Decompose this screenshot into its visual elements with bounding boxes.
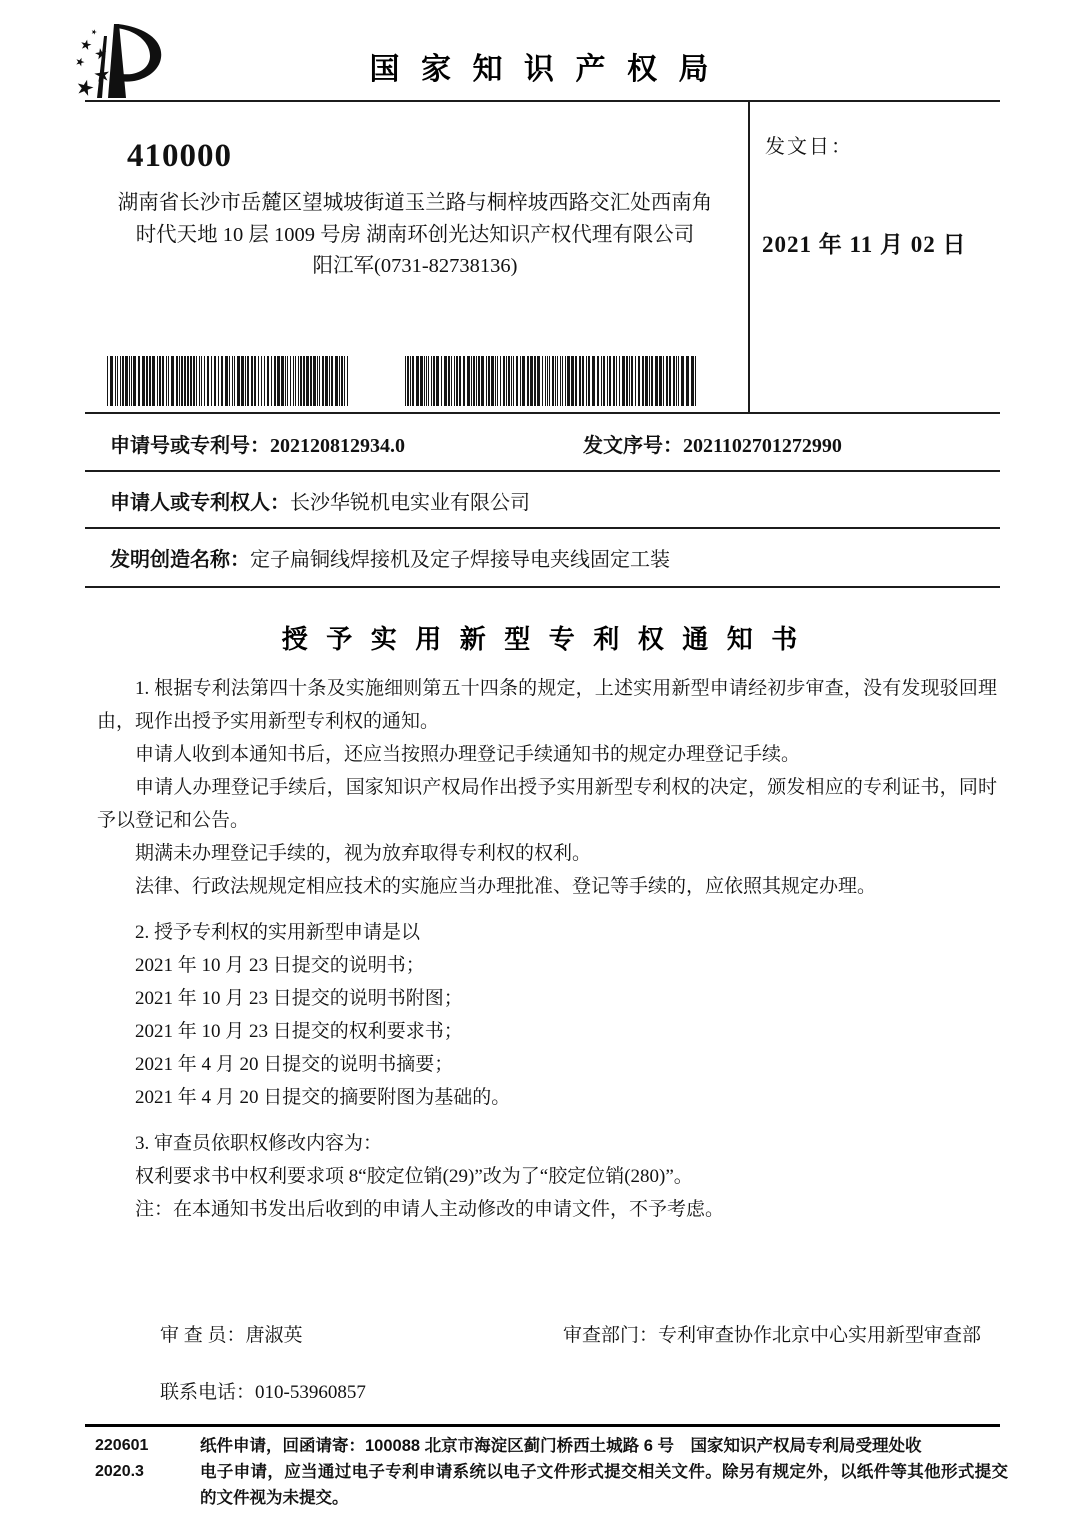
row-divider-4	[85, 586, 1000, 588]
recipient-address	[95, 188, 735, 283]
examining-department-field	[563, 1320, 981, 1347]
body-paragraph: 申请人办理登记手续后，国家知识产权局作出授予实用新型专利权的决定，颁发相应的专利证书，同时予以登记和公告。	[97, 777, 997, 831]
paper-filing-instruction: 纸件申请，回函请寄：100088 北京市海淀区蓟门桥西土城路 6 号 国家知识产权局专利局受理处收	[200, 1437, 922, 1455]
address-contact: 阳江军(0731-82738136)	[312, 255, 518, 277]
row-divider-3	[85, 527, 1000, 529]
row-divider-1	[85, 412, 1000, 414]
form-code: 220601	[95, 1437, 149, 1454]
department-value: 专利审查协作北京中心实用新型审查部	[658, 1325, 982, 1346]
body-paragraph: 2. 授予专利权的实用新型申请是以	[135, 922, 421, 943]
electronic-filing-instruction: 电子申请，应当通过电子专利申请系统以电子文件形式提交相关文件。除另有规定外，以纸件等其他形式提交的文件视为未提交。	[200, 1463, 1008, 1507]
application-number-value: 202120812934.0	[270, 435, 405, 457]
applicant-value: 长沙华锐机电实业有限公司	[290, 492, 530, 514]
barcode-serial-number	[405, 356, 701, 406]
serial-number-label: 发文序号：	[583, 435, 683, 457]
body-paragraph: 2021 年 10 月 23 日提交的说明书附图；	[135, 988, 463, 1009]
body-paragraph: 1. 根据专利法第四十条及实施细则第五十四条的规定，上述实用新型申请经初步审查，没有发现驳回理由，现作出授予实用新型专利权的通知。	[97, 678, 997, 732]
department-label: 审查部门：	[563, 1325, 659, 1346]
invention-title-value: 定子扁铜线焊接机及定子焊接导电夹线固定工装	[250, 549, 670, 571]
barcode-application-number	[107, 356, 352, 406]
application-number-label: 申请号或专利号：	[110, 435, 270, 457]
body-paragraph: 申请人收到本通知书后，还应当按照办理登记手续通知书的规定办理登记手续。	[135, 744, 801, 765]
notice-section-3	[97, 1127, 997, 1226]
contact-phone-field	[160, 1377, 366, 1404]
footer-instructions	[200, 1433, 1008, 1511]
notice-body	[97, 672, 997, 1226]
body-paragraph: 权利要求书中权利要求项 8“胶定位销(29)”改为了“胶定位销(280)”。	[135, 1166, 693, 1187]
invention-title-field	[110, 546, 670, 574]
serial-number-value: 2021102701272990	[683, 435, 842, 457]
address-line-1: 湖南省长沙市岳麓区望城坡街道玉兰路与桐梓坡西路交汇处西南角	[117, 192, 713, 214]
body-paragraph: 3. 审查员依职权修改内容为：	[135, 1133, 383, 1154]
examiner-field	[160, 1320, 303, 1347]
body-paragraph: 2021 年 4 月 20 日提交的说明书摘要；	[135, 1054, 454, 1075]
address-line-2: 时代天地 10 层 1009 号房 湖南环创光达知识产权代理有限公司	[135, 223, 695, 246]
form-identifier	[95, 1433, 190, 1485]
notice-section-2	[97, 916, 997, 1114]
agency-title: 国 家 知 识 产 权 局	[369, 53, 716, 86]
notice-title: 授 予 实 用 新 型 专 利 权 通 知 书	[281, 625, 804, 654]
form-version: 2020.3	[95, 1463, 144, 1480]
notice-section-1	[97, 672, 997, 903]
applicant-field	[110, 489, 530, 517]
invention-title-label: 发明创造名称：	[110, 549, 250, 571]
dispatch-date-label: 发文日：	[765, 136, 853, 158]
body-paragraph: 2021 年 10 月 23 日提交的说明书；	[135, 955, 425, 976]
body-paragraph: 2021 年 10 月 23 日提交的权利要求书；	[135, 1021, 463, 1042]
body-paragraph: 注：在本通知书发出后收到的申请人主动修改的申请文件，不予考虑。	[135, 1199, 725, 1220]
body-paragraph: 期满未办理登记手续的，视为放弃取得专利权的权利。	[135, 843, 592, 864]
phone-value: 010-53960857	[255, 1382, 366, 1403]
applicant-label: 申请人或专利权人：	[110, 492, 290, 514]
header-divider	[85, 100, 1000, 102]
dispatch-date-value: 2021 年 11 月 02 日	[762, 232, 967, 257]
body-paragraph: 2021 年 4 月 20 日提交的摘要附图为基础的。	[135, 1087, 511, 1108]
postal-code: 410000	[127, 138, 232, 174]
row-divider-2	[85, 470, 1000, 472]
examiner-name: 唐淑英	[245, 1325, 303, 1346]
serial-number-field	[583, 432, 842, 460]
dispatch-box-divider	[748, 100, 750, 414]
examiner-label: 审 查 员：	[160, 1325, 246, 1346]
body-paragraph: 法律、行政法规规定相应技术的实施应当办理批准、登记等手续的，应依照其规定办理。	[135, 876, 877, 897]
application-number-field	[110, 432, 405, 460]
phone-label: 联系电话：	[160, 1382, 256, 1403]
footer-divider	[85, 1424, 1000, 1427]
